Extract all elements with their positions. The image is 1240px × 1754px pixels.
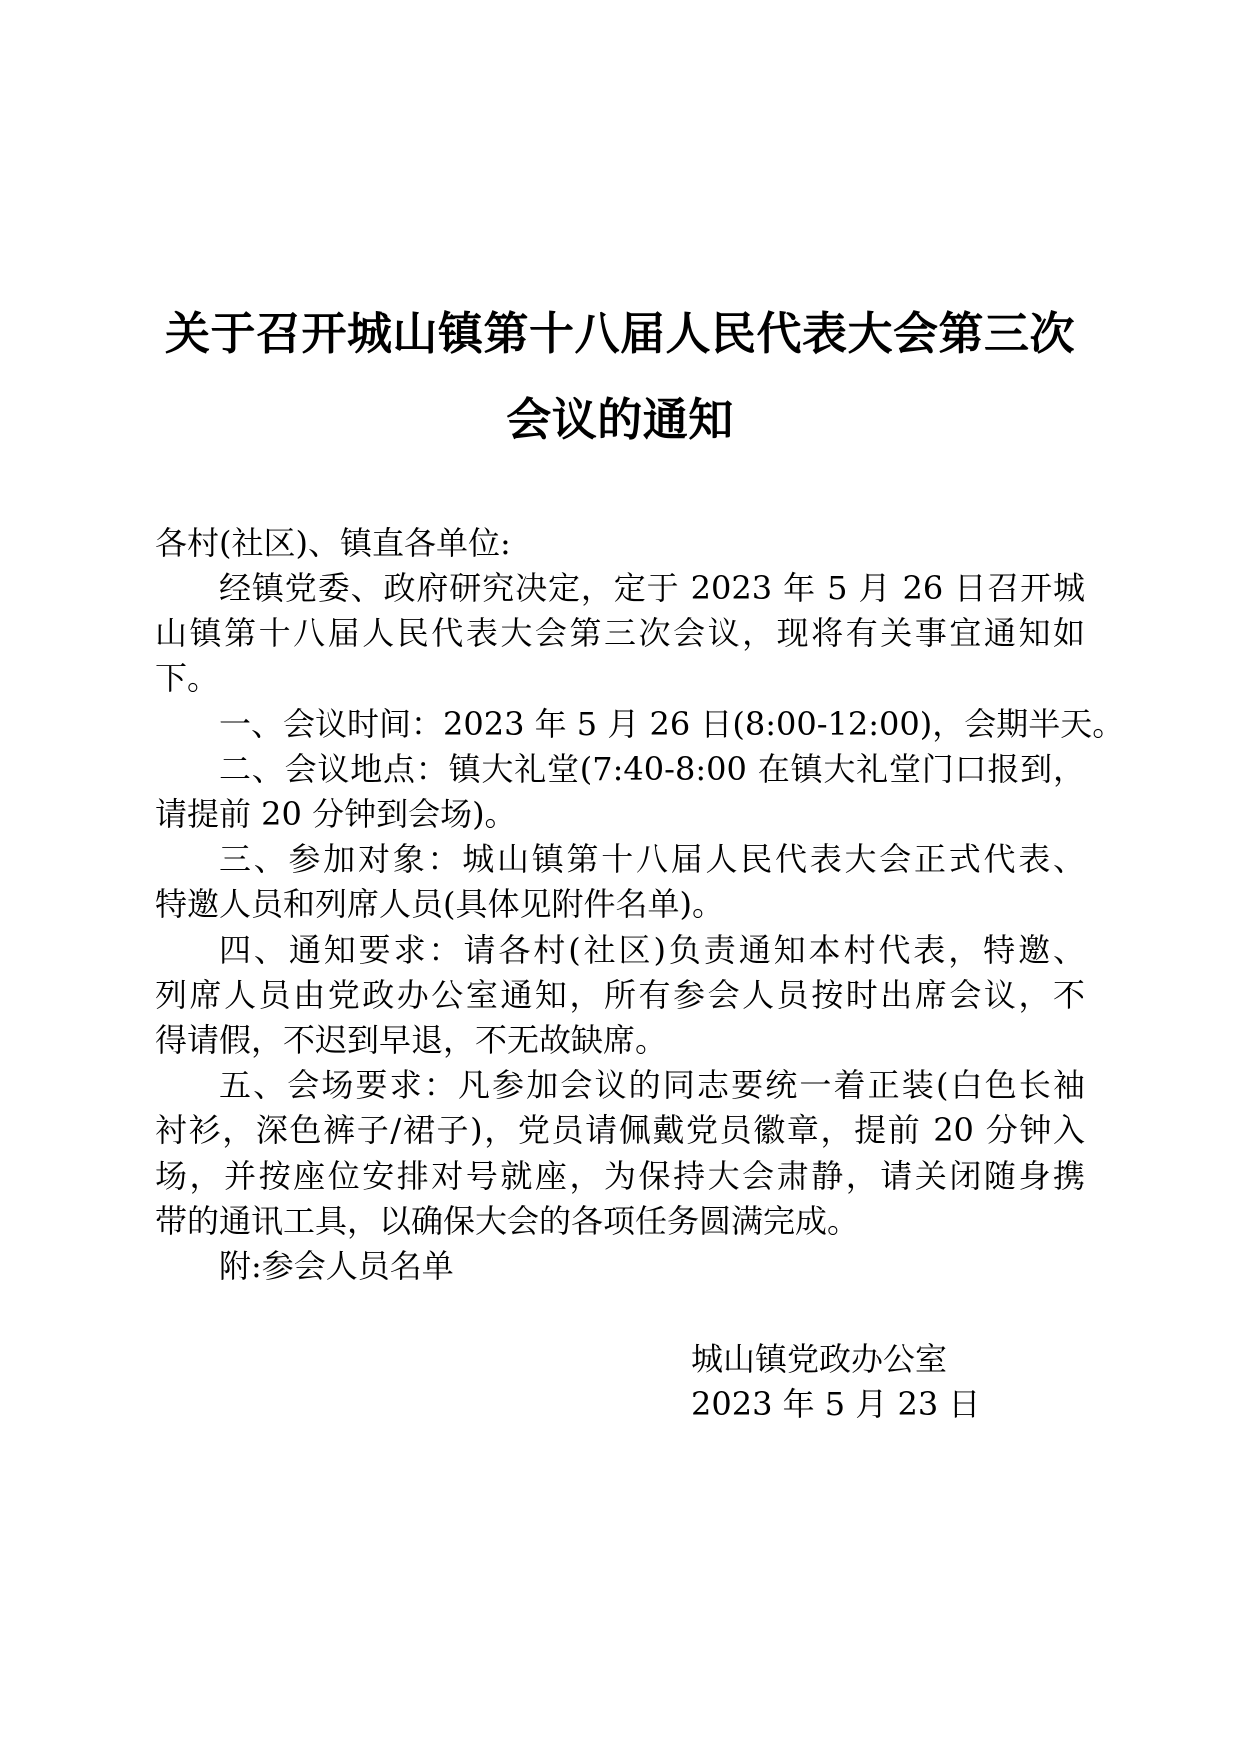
item-3-line-1: 三、参加对象：城山镇第十八届人民代表大会正式代表、 [219,840,1085,878]
item-1-line-1: 一、会议时间：2023 年 5 月 26 日(8:00-12:00)，会期半天。 [219,705,1125,743]
document-title-line-1: 关于召开城山镇第十八届人民代表大会第三次 [164,307,1075,360]
intro-line-1: 经镇党委、政府研究决定，定于 2023 年 5 月 26 日召开城 [219,569,1085,607]
item-2-line-1: 二、会议地点：镇大礼堂(7:40-8:00 在镇大礼堂门口报到， [219,750,1085,788]
attachment-note: 附:参会人员名单 [219,1247,454,1285]
signature-date: 2023 年 5 月 23 日 [691,1385,981,1423]
item-4-line-1: 四、通知要求：请各村(社区)负责通知本村代表，特邀、 [219,931,1085,969]
intro-line-2: 山镇第十八届人民代表大会第三次会议，现将有关事宜通知如 [155,614,1085,652]
document-title-line-2: 会议的通知 [506,393,734,446]
item-4-line-2: 列席人员由党政办公室通知，所有参会人员按时出席会议，不 [155,976,1085,1014]
item-5-line-3: 场，并按座位安排对号就座，为保持大会肃静，请关闭随身携 [155,1157,1085,1195]
item-5-line-4: 带的通讯工具，以确保大会的各项任务圆满完成。 [155,1202,860,1240]
signature-office: 城山镇党政办公室 [691,1340,948,1378]
item-5-line-2: 衬衫，深色裤子/裙子)，党员请佩戴党员徽章，提前 20 分钟入 [155,1111,1085,1149]
item-5-line-1: 五、会场要求：凡参加会议的同志要统一着正装(白色长袖 [219,1066,1085,1104]
intro-line-3: 下。 [155,659,220,697]
salutation: 各村(社区)、镇直各单位: [155,524,511,562]
item-2-line-2: 请提前 20 分钟到会场)。 [155,795,517,833]
item-3-line-2: 特邀人员和列席人员(具体见附件名单)。 [155,885,724,923]
item-4-line-3: 得请假，不迟到早退，不无故缺席。 [155,1021,668,1059]
